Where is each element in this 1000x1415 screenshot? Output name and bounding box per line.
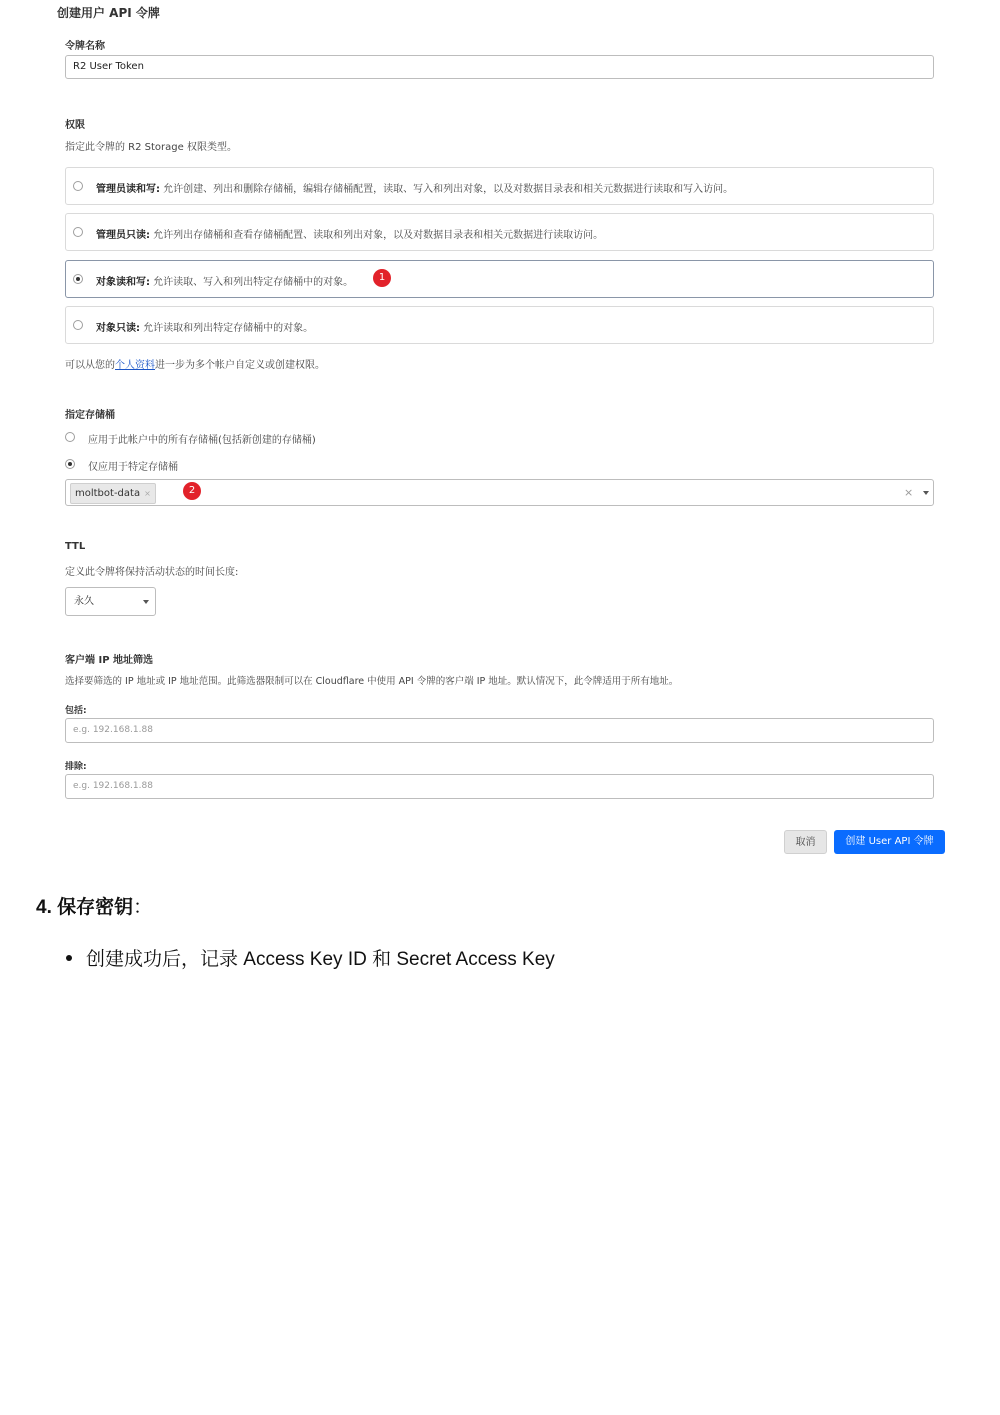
ttl-select[interactable] (65, 587, 156, 616)
bucket-tag (70, 483, 156, 504)
permission-title: 对象只读: (96, 323, 140, 334)
page-title: 创建用户 API 令牌 (57, 6, 160, 20)
radio-button[interactable] (73, 181, 83, 191)
include-ip-input[interactable]: e.g. 192.168.1.88 (65, 718, 934, 743)
tag-remove-icon[interactable]: × (144, 489, 151, 498)
ip-filter-description: 选择要筛选的 IP 地址或 IP 地址范围。此筛选器限制可以在 Cloudflare 中使用 API 令牌的客户端 IP 地址。默认情况下，此令牌适用于所有地址。 (65, 676, 679, 687)
radio-button[interactable] (65, 432, 75, 442)
bucket-option-specific-label: 仅应用于特定存储桶 (88, 462, 178, 473)
ttl-select-value: 永久 (74, 596, 94, 607)
token-name-input[interactable]: R2 User Token (65, 55, 934, 79)
permission-admin-read-only[interactable] (65, 213, 934, 251)
exclude-ip-input[interactable]: e.g. 192.168.1.88 (65, 774, 934, 799)
cancel-button[interactable]: 取消 (784, 830, 827, 854)
bullet-item (66, 944, 555, 971)
permissions-description: 指定此令牌的 R2 Storage 权限类型。 (65, 142, 237, 153)
bucket-tag-label: moltbot-data (75, 488, 141, 499)
annotation-badge-1: 1 (373, 269, 391, 287)
chevron-down-icon[interactable] (923, 491, 929, 495)
radio-button[interactable] (73, 320, 83, 330)
permissions-footer (65, 356, 325, 371)
ttl-description: 定义此令牌将保持活动状态的时间长度: (65, 567, 239, 578)
permission-title: 管理员读和写: (96, 184, 160, 195)
permissions-label: 权限 (65, 120, 85, 131)
step-heading-colon: ： (133, 897, 153, 918)
permission-text: 允许读取和列出特定存储桶中的对象。 (140, 323, 314, 334)
token-name-label: 令牌名称 (65, 41, 105, 52)
permission-text: 允许读取、写入和列出特定存储桶中的对象。 (150, 277, 354, 288)
radio-button-checked[interactable] (73, 274, 83, 284)
clear-icon[interactable]: × (904, 486, 914, 499)
bullet-text: 创建成功后，记录 Access Key ID 和 Secret Access Key (86, 949, 555, 970)
footer-text-before: 可以从您的 (65, 360, 115, 371)
exclude-label: 排除: (65, 762, 87, 772)
bucket-option-specific[interactable] (65, 458, 465, 472)
annotation-badge-2: 2 (183, 482, 201, 500)
include-label: 包括: (65, 706, 87, 716)
create-token-button[interactable]: 创建 User API 令牌 (834, 830, 945, 854)
footer-text-after: 进一步为多个帐户自定义或创建权限。 (155, 360, 325, 371)
ip-filter-label: 客户端 IP 地址筛选 (65, 655, 154, 666)
permission-object-read-only[interactable] (65, 306, 934, 344)
radio-button[interactable] (73, 227, 83, 237)
permission-text: 允许创建、列出和删除存储桶，编辑存储桶配置，读取、写入和列出对象，以及对数据目录表和相关元数据进行读取和写入访问。 (160, 184, 734, 195)
ttl-label: TTL (65, 541, 86, 552)
bucket-option-all-label: 应用于此帐户中的所有存储桶(包括新创建的存储桶) (88, 435, 316, 446)
chevron-down-icon (143, 600, 149, 604)
step-heading (36, 892, 152, 919)
permission-admin-read-write[interactable] (65, 167, 934, 205)
buckets-label: 指定存储桶 (65, 410, 115, 421)
radio-button-checked[interactable] (65, 459, 75, 469)
permission-text: 允许列出存储桶和查看存储桶配置、读取和列出对象，以及对数据目录表和相关元数据进行读取访问。 (150, 230, 604, 241)
step-heading-text: 4. 保存密钥 (36, 897, 134, 918)
permission-title: 对象读和写: (96, 277, 150, 288)
bucket-option-all[interactable] (65, 431, 465, 445)
permission-title: 管理员只读: (96, 230, 150, 241)
permission-object-read-write[interactable] (65, 260, 934, 298)
bullet-dot (66, 955, 72, 961)
profile-link[interactable]: 个人资料 (115, 360, 155, 371)
